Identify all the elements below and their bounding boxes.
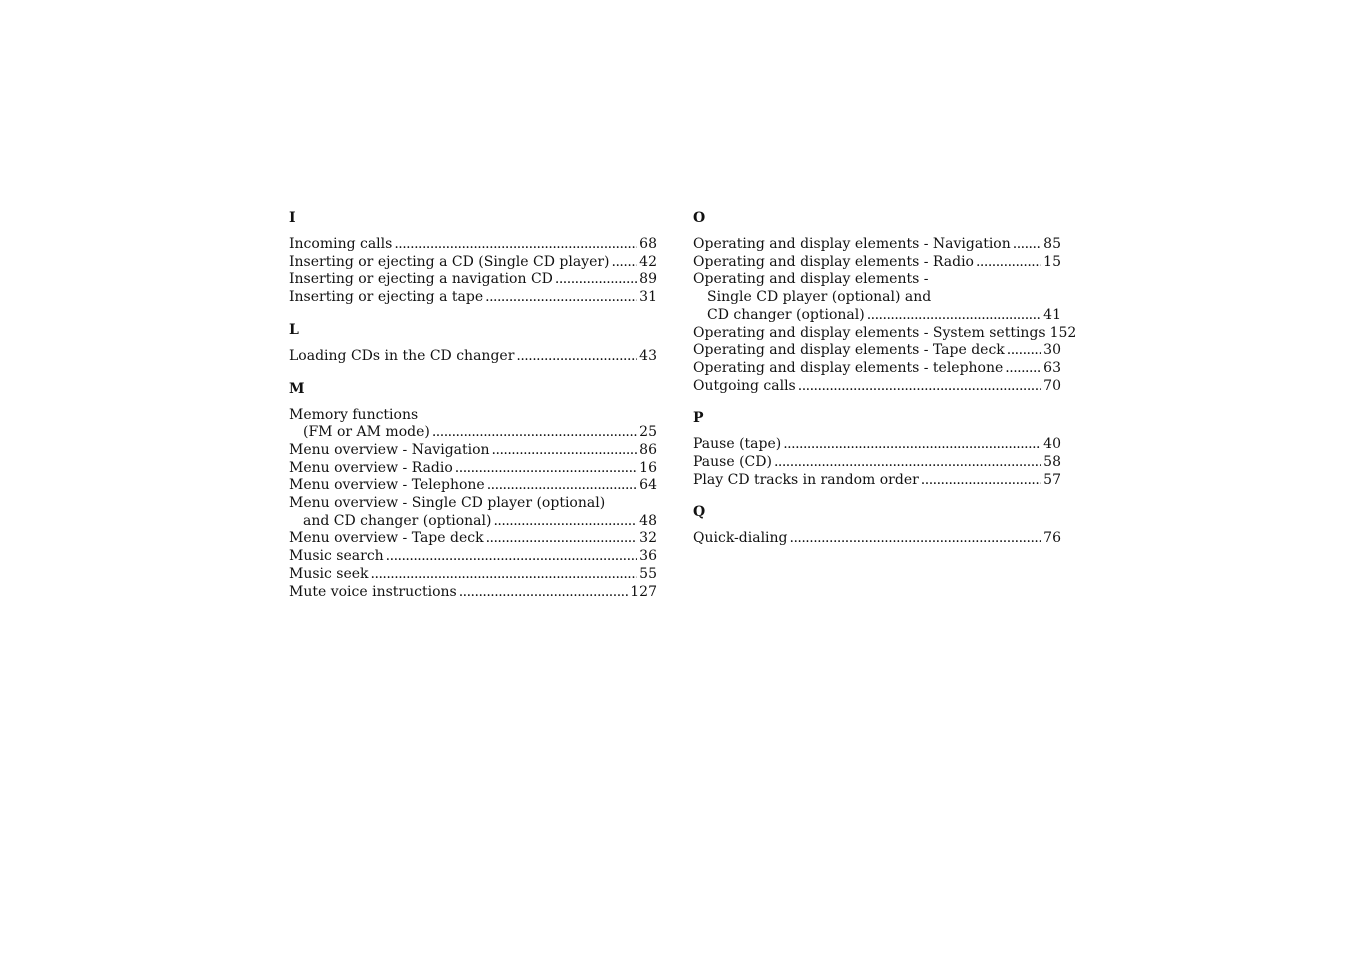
index-entry (289, 477, 657, 495)
dot-leader (790, 530, 1042, 548)
page-number: 30 (1043, 342, 1061, 359)
index-entry (289, 495, 657, 530)
section-letter: P (693, 410, 704, 427)
entry-text: Menu overview - Single CD player (optional) (289, 495, 606, 512)
index-entry (289, 566, 657, 584)
entry-text: CD changer (optional) (707, 306, 865, 323)
index-entry (693, 436, 1061, 454)
entry-text: Operating and display elements - Tape deck (693, 342, 1005, 359)
index-entry (693, 254, 1061, 272)
section-letter: L (289, 321, 299, 338)
entry-text: Loading CDs in the CD changer (289, 347, 515, 364)
page-number: 40 (1043, 436, 1061, 453)
index-entry (289, 289, 657, 307)
entry-text: Operating and display elements - (693, 271, 929, 288)
page-number: 43 (639, 347, 657, 364)
page-number: 85 (1043, 236, 1061, 252)
index-entry (289, 348, 657, 366)
dot-leader (459, 584, 629, 602)
entry-text: Menu overview - Tape deck (289, 530, 484, 547)
index-entry (693, 236, 1061, 254)
entry-text: Operating and display elements - Navigation (693, 236, 1011, 252)
index-entry (289, 548, 657, 566)
entry-text: Mute voice instructions (289, 583, 457, 600)
entry-text: Operating and display elements - telephone (693, 359, 1004, 376)
dot-leader (371, 566, 638, 584)
section-letter: I (289, 210, 296, 226)
entry-text: Music seek (289, 565, 369, 582)
index-entry (289, 407, 657, 442)
entry-text: Quick-dialing (693, 530, 788, 547)
index-entry (693, 530, 1061, 548)
entry-text: Inserting or ejecting a CD (Single CD player) (289, 253, 610, 270)
dot-leader (1005, 360, 1041, 378)
index-entry (289, 460, 657, 478)
dot-leader (783, 436, 1041, 454)
dot-leader (921, 472, 1041, 490)
page-number: 127 (630, 583, 657, 600)
index-entry (289, 254, 657, 272)
index-section (693, 503, 1061, 548)
dot-leader (612, 254, 638, 272)
entry-text: Outgoing calls (693, 377, 796, 394)
page-number: 42 (639, 253, 657, 270)
entry-text: Incoming calls (289, 236, 393, 252)
entry-text: Operating and display elements - Radio (693, 253, 974, 270)
entry-text: Inserting or ejecting a navigation CD (289, 271, 553, 288)
page-number: 68 (639, 236, 657, 252)
entry-text: Play CD tracks in random order (693, 471, 919, 488)
page-number: 63 (1043, 359, 1061, 376)
entry-text: and CD changer (optional) (303, 512, 492, 529)
index-section (289, 209, 657, 307)
entry-text: Pause (tape) (693, 436, 782, 453)
dot-leader (516, 348, 637, 366)
index-entry (693, 454, 1061, 472)
page-number: 89 (639, 271, 657, 288)
section-letter: Q (693, 504, 706, 521)
index-entry (289, 584, 657, 602)
dot-leader (1007, 342, 1041, 360)
index-entry (693, 324, 1077, 343)
entry-text: Menu overview - Navigation (289, 441, 490, 458)
page-number: 76 (1043, 530, 1061, 547)
dot-leader (774, 454, 1041, 472)
entry-text: Single CD player (optional) and (707, 289, 932, 306)
index-section (289, 380, 657, 602)
page-number: 86 (639, 441, 657, 458)
dot-leader (1013, 236, 1041, 254)
page-number: 15 (1043, 253, 1061, 270)
dot-leader (486, 530, 638, 548)
index-entry (693, 342, 1061, 360)
page-number: 25 (639, 424, 657, 441)
entry-text: Operating and display elements - System settings (693, 324, 1046, 341)
index-section (693, 209, 1077, 395)
page-number: 41 (1043, 306, 1061, 323)
dot-leader (487, 477, 637, 495)
index-entry (693, 472, 1061, 490)
section-letter: O (693, 210, 706, 226)
dot-leader (867, 307, 1041, 325)
entry-text: Memory functions (289, 406, 419, 423)
dot-leader (555, 271, 637, 289)
dot-leader (493, 513, 637, 531)
page-number: 152 (1049, 324, 1077, 341)
dot-leader (394, 236, 637, 254)
dot-leader (492, 442, 638, 460)
dot-leader (455, 460, 637, 478)
page-number: 36 (639, 548, 657, 565)
index-entry (693, 271, 1061, 324)
section-letter: M (289, 380, 305, 397)
page-number: 31 (639, 289, 657, 306)
index-entry (289, 442, 657, 460)
index-section (693, 409, 1061, 489)
page-number: 64 (639, 477, 657, 494)
page-number: 48 (639, 512, 657, 529)
entry-text: Menu overview - Radio (289, 459, 453, 476)
page-number: 32 (639, 530, 657, 547)
page-number: 16 (639, 459, 657, 476)
dot-leader (432, 424, 637, 442)
index-entry (289, 530, 657, 548)
dot-leader (976, 254, 1041, 272)
page-number: 57 (1043, 471, 1061, 488)
index-column-left (289, 209, 657, 615)
index-entry (693, 378, 1061, 396)
entry-text: Pause (CD) (693, 454, 772, 471)
index-entry (289, 236, 657, 254)
page-number: 55 (639, 565, 657, 582)
entry-text: Inserting or ejecting a tape (289, 289, 484, 306)
dot-leader (798, 378, 1041, 396)
page-number: 70 (1043, 377, 1061, 394)
entry-text: (FM or AM mode) (303, 424, 430, 441)
index-section (289, 321, 657, 366)
entry-text: Music search (289, 548, 384, 565)
entry-text: Menu overview - Telephone (289, 477, 485, 494)
page-number: 58 (1043, 454, 1061, 471)
dot-leader (386, 548, 638, 566)
index-entry (289, 271, 657, 289)
dot-leader (485, 289, 637, 307)
index-entry (693, 360, 1061, 378)
index-column-right (693, 209, 1077, 562)
